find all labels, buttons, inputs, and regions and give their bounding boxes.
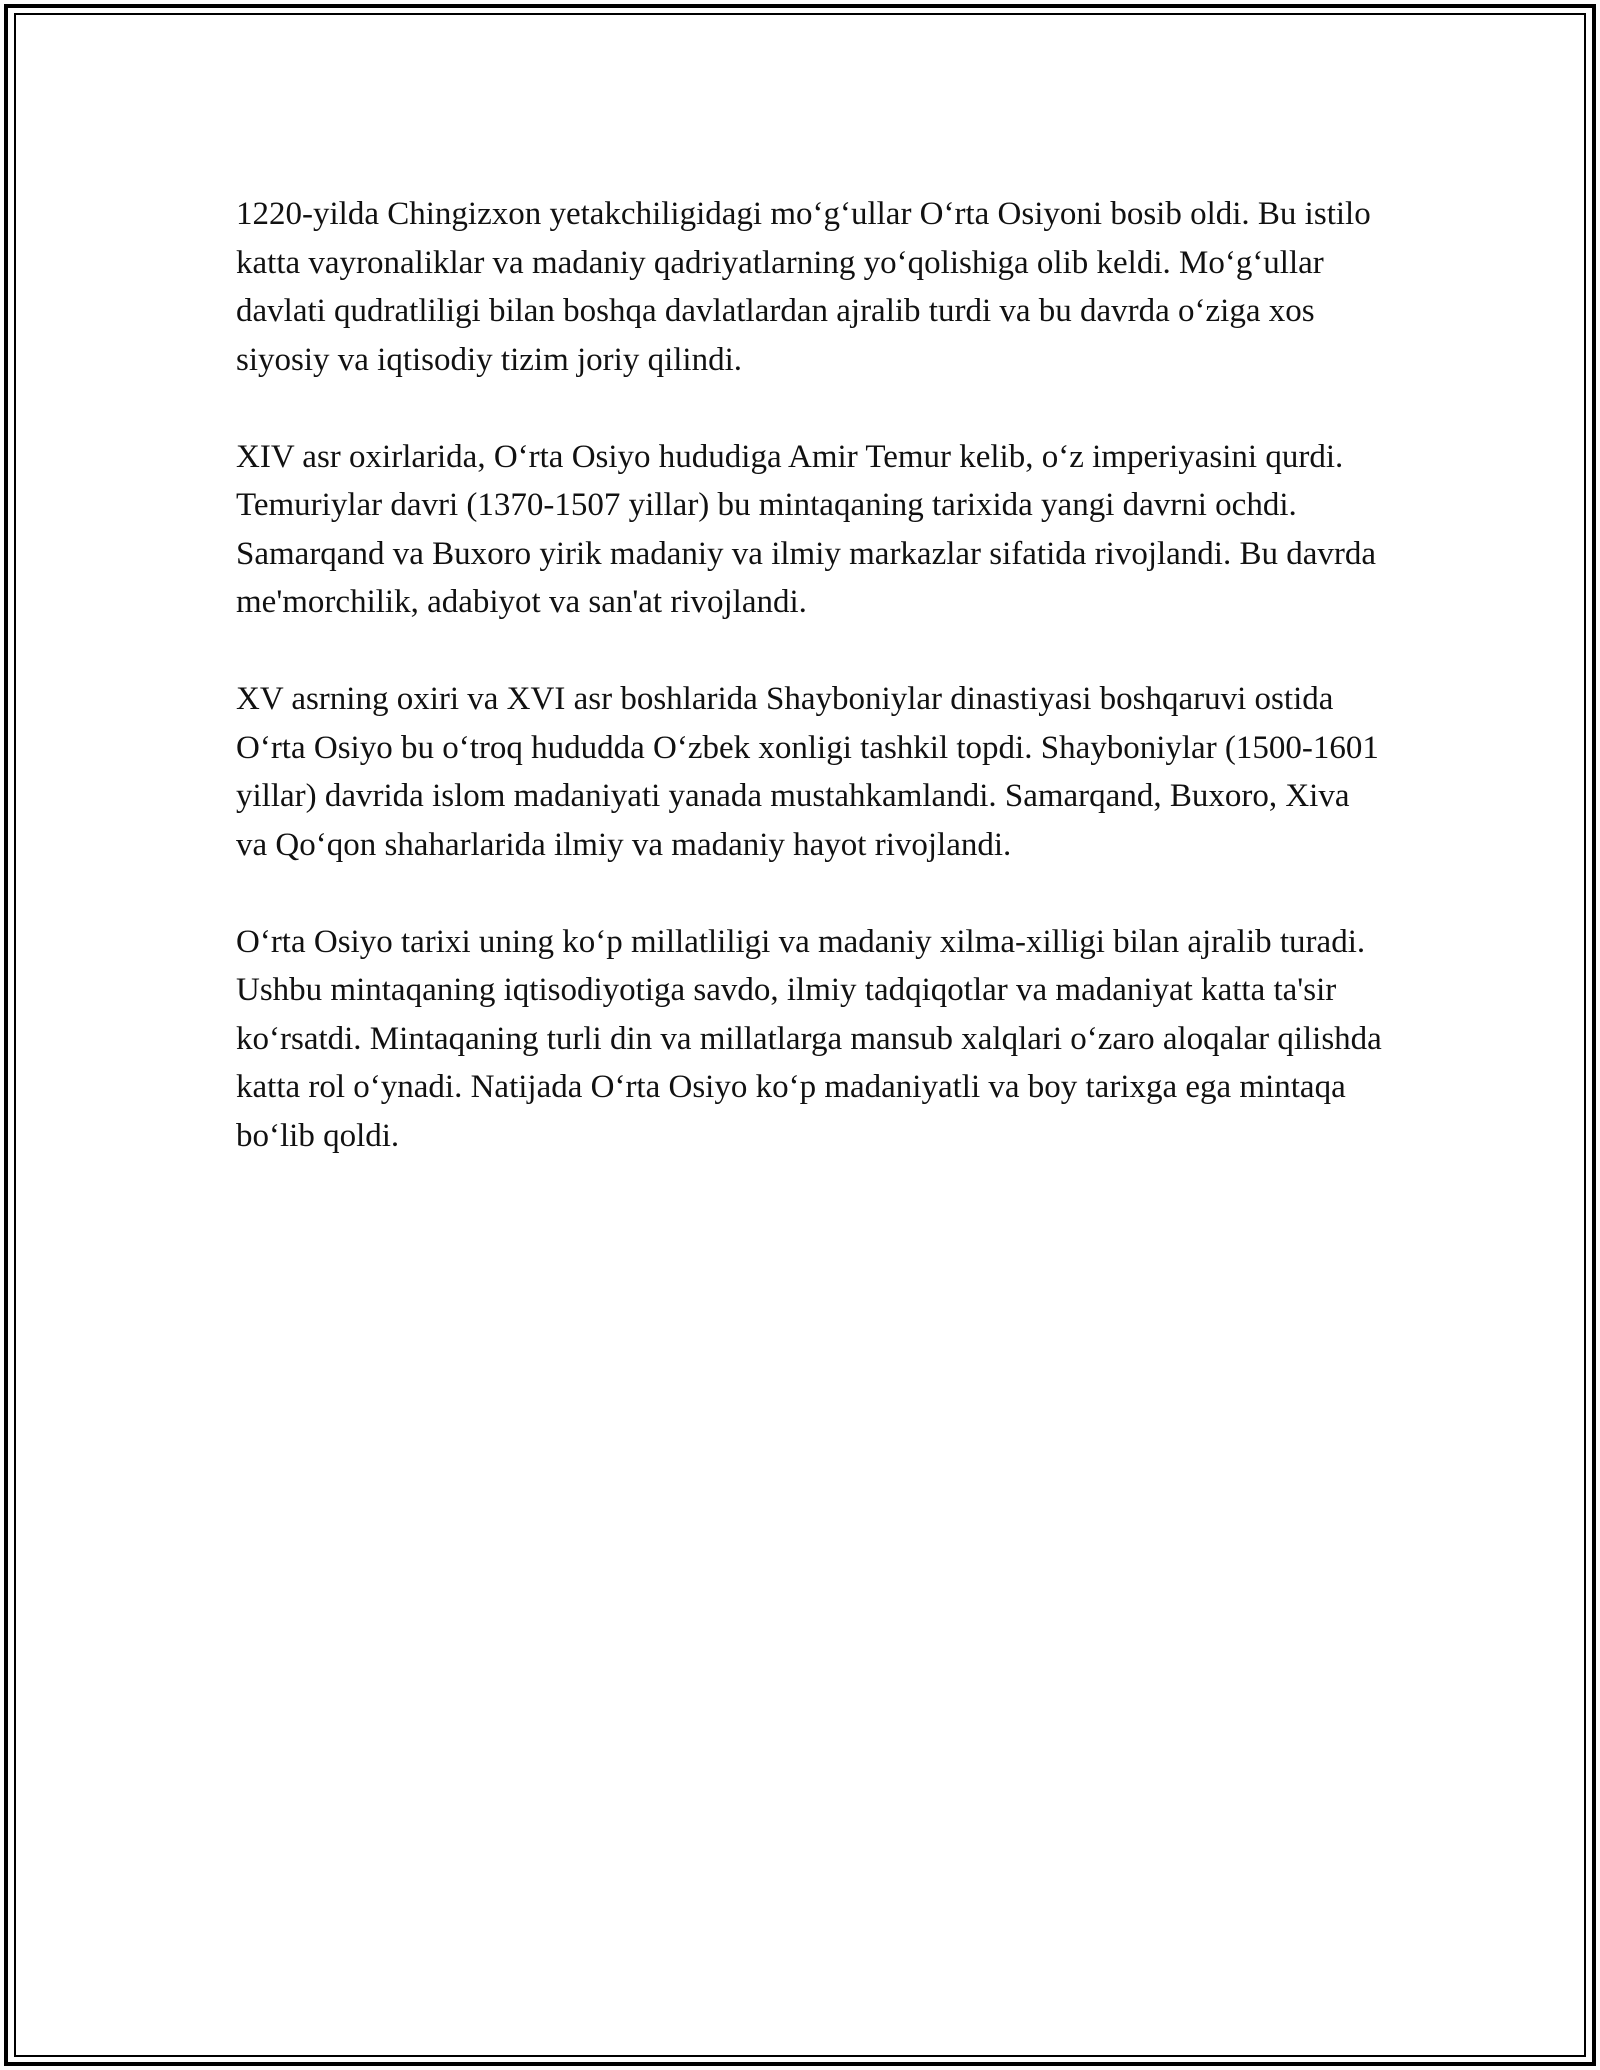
paragraph-mongol-conquest: 1220-yilda Chingizxon yetakchiligidagi mo‘g‘ullar O‘rta Osiyoni bosib oldi. Bu istilo katta vayronaliklar va madaniy qadriyatlarning yo‘qolishiga olib keldi. Mo‘g‘ullar davlati qudratliligi bilan boshqa davlatlardan ajralib turdi va bu davrda o‘ziga xos siyosiy va iqtisodiy tizim joriy qilindi. — [236, 196, 1371, 378]
paragraph-shaybanid-era: XV asrning oxiri va XVI asr boshlarida Shayboniylar dinastiyasi boshqaruvi ostida O‘rta Osiyo bu o‘troq hududda O‘zbek xonligi tashkil topdi. Shayboniylar (1500-1601 yillar) davrida islom madaniyati yanada mustahkamlandi. Samarqand, Buxoro, Xiva va Qo‘qon shaharlarida ilmiy va madaniy hayot rivojlandi. — [236, 681, 1379, 863]
paragraph-central-asia-diversity: O‘rta Osiyo tarixi uning ko‘p millatliligi va madaniy xilma-xilligi bilan ajralib turadi. Ushbu mintaqaning iqtisodiyotiga savdo, ilmiy tadqiqotlar va madaniyat katta ta'sir ko‘rsatdi. Mintaqaning turli din va millatlarga mansub xalqlari o‘zaro aloqalar qilishda katta rol o‘ynadi. Natijada O‘rta Osiyo ko‘p madaniyatli va boy tarixga ega mintaqa bo‘lib qoldi. — [236, 923, 1382, 1154]
paragraph-timurid-era: XIV asr oxirlarida, O‘rta Osiyo hududiga Amir Temur kelib, o‘z imperiyasini qurdi. Temuriylar davri (1370-1507 yillar) bu mintaqaning tarixida yangi davrni ochdi. Samarqand va Buxoro yirik madaniy va ilmiy markazlar sifatida rivojlandi. Bu davrda me'morchilik, adabiyot va san'at rivojlandi. — [236, 438, 1377, 620]
document-body — [236, 190, 1386, 1209]
